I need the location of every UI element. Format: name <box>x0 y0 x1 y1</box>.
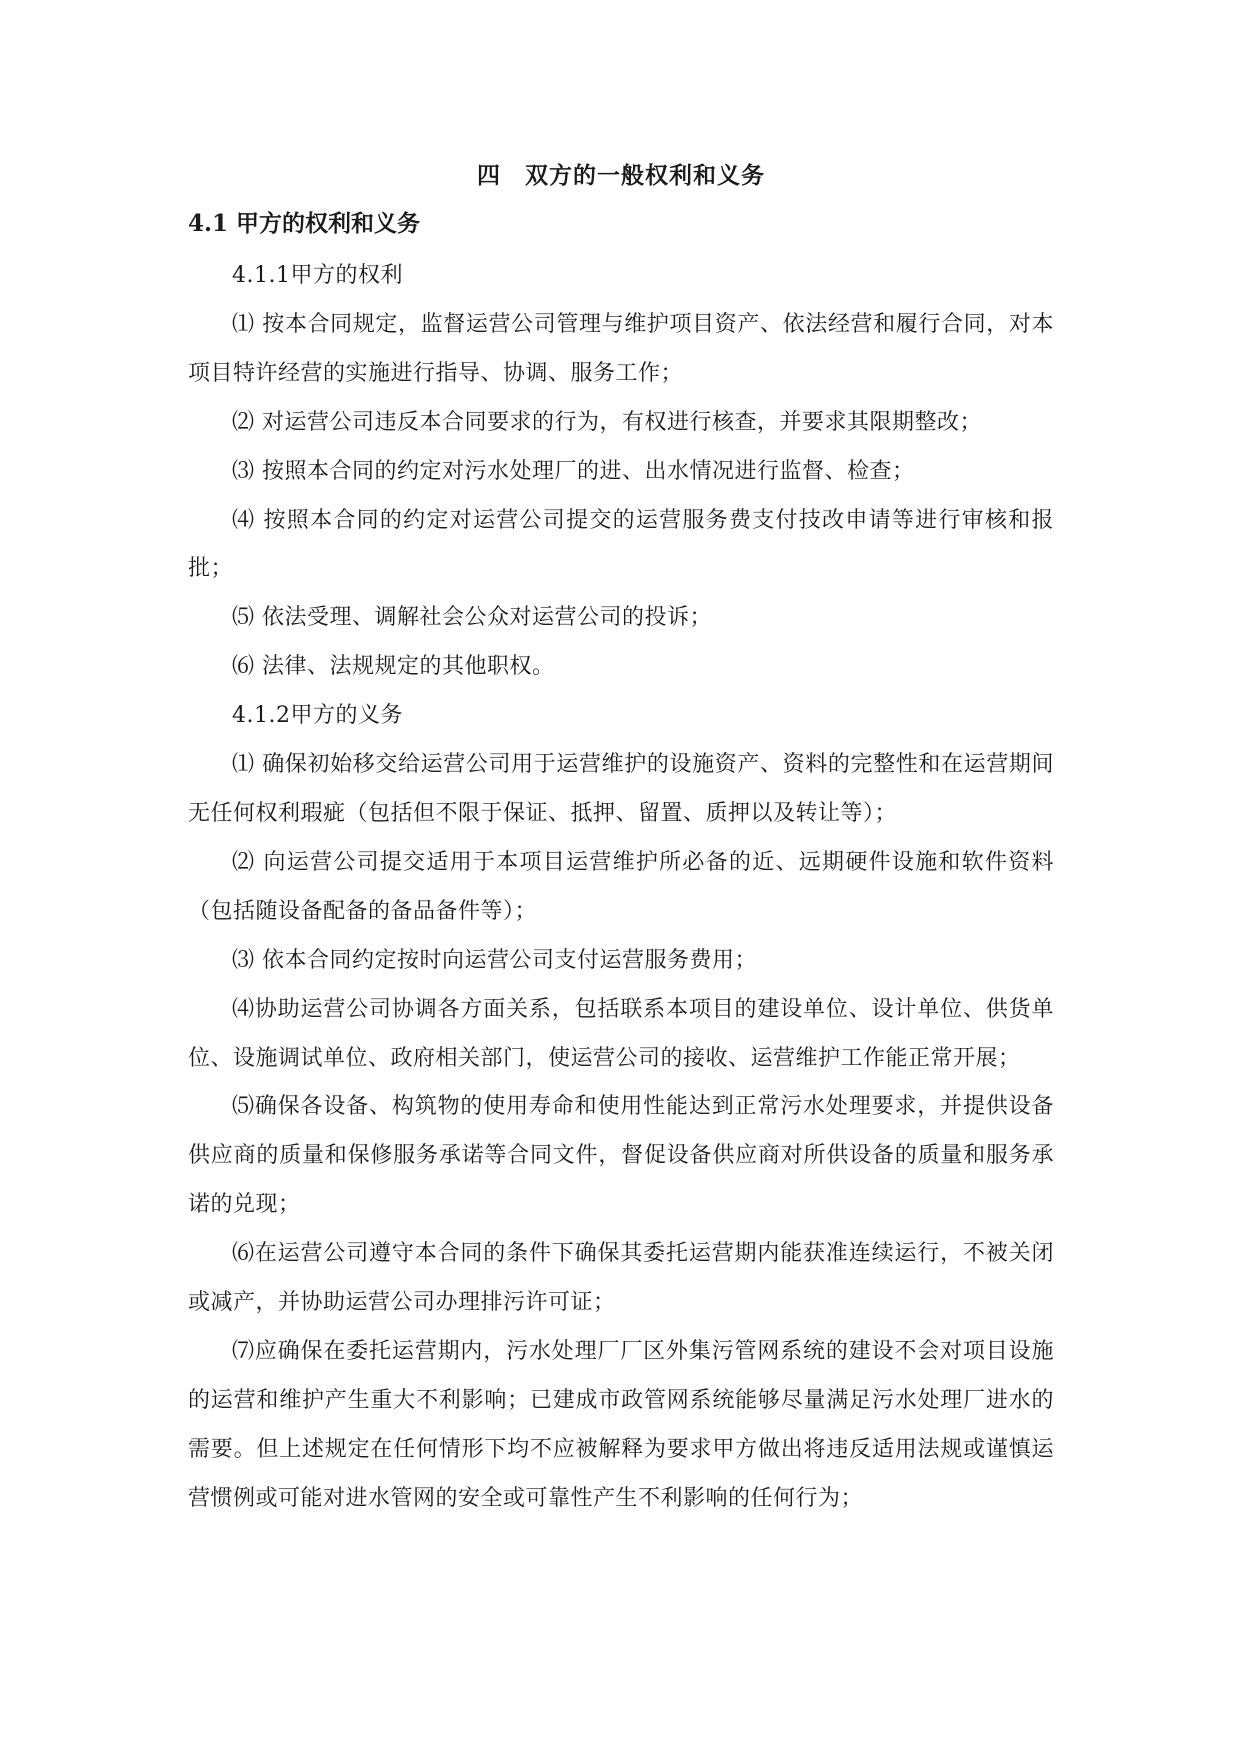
document-body <box>188 252 1054 1524</box>
obligations-item-3: ⑶ 依本合同约定按时向运营公司支付运营服务费用； <box>232 947 757 973</box>
chapter-title: 四 双方的一般权利和义务 <box>477 162 765 189</box>
subsection-heading-rights: 4.1.1甲方的权利 <box>232 263 403 288</box>
obligations-item-4: ⑷协助运营公司协调各方面关系，包括联系本项目的建设单位、设计单位、供货单位、设施调试单位、政府相关部门，使运营公司的接收、运营维护工作能正常开展； <box>188 996 1054 1071</box>
rights-item-2: ⑵ 对运营公司违反本合同要求的行为，有权进行核查，并要求其限期整改； <box>232 409 982 435</box>
obligations-item-6: ⑹在运营公司遵守本合同的条件下确保其委托运营期内能获准连续运行，不被关闭或减产，并协助运营公司办理排污许可证； <box>188 1241 1054 1316</box>
section-title: 4.1 甲方的权利和义务 <box>188 210 421 237</box>
rights-item-5: ⑸ 依法受理、调解社会公众对运营公司的投诉； <box>232 605 712 631</box>
rights-item-4: ⑷ 按照本合同的约定对运营公司提交的运营服务费支付技改申请等进行审核和报批； <box>188 507 1054 582</box>
rights-item-3: ⑶ 按照本合同的约定对污水处理厂的进、出水情况进行监督、检查； <box>232 458 915 484</box>
subsection-heading-obligations: 4.1.2甲方的义务 <box>232 703 403 729</box>
rights-item-1: ⑴ 按本合同规定，监督运营公司管理与维护项目资产、依法经营和履行合同，对本项目特许经营的实施进行指导、协调、服务工作； <box>188 311 1054 386</box>
obligations-item-5: ⑸确保各设备、构筑物的使用寿命和使用性能达到正常污水处理要求，并提供设备供应商的质量和保修服务承诺等合同文件，督促设备供应商对所供设备的质量和服务承诺的兑现； <box>188 1094 1054 1218</box>
obligations-item-2: ⑵ 向运营公司提交适用于本项目运营维护所必备的近、远期硬件设施和软件资料（包括随设备配备的备品备件等）； <box>188 849 1054 924</box>
obligations-item-1: ⑴ 确保初始移交给运营公司用于运营维护的设施资产、资料的完整性和在运营期间无任何权利瑕疵（包括但不限于保证、抵押、留置、质押以及转让等）； <box>188 752 1054 826</box>
rights-item-6: ⑹ 法律、法规规定的其他职权。 <box>232 654 555 680</box>
obligations-item-7: ⑺应确保在委托运营期内，污水处理厂厂区外集污管网系统的建设不会对项目设施的运营和维护产生重大不利影响；已建成市政管网系统能够尽量满足污水处理厂进水的需要。但上述规定在任何情形下均不应被解释为要求甲方做出将违反适用法规或谨慎运营惯例或可能对进水管网的安全或可靠性产生不利影响的任何行为； <box>188 1338 1054 1511</box>
